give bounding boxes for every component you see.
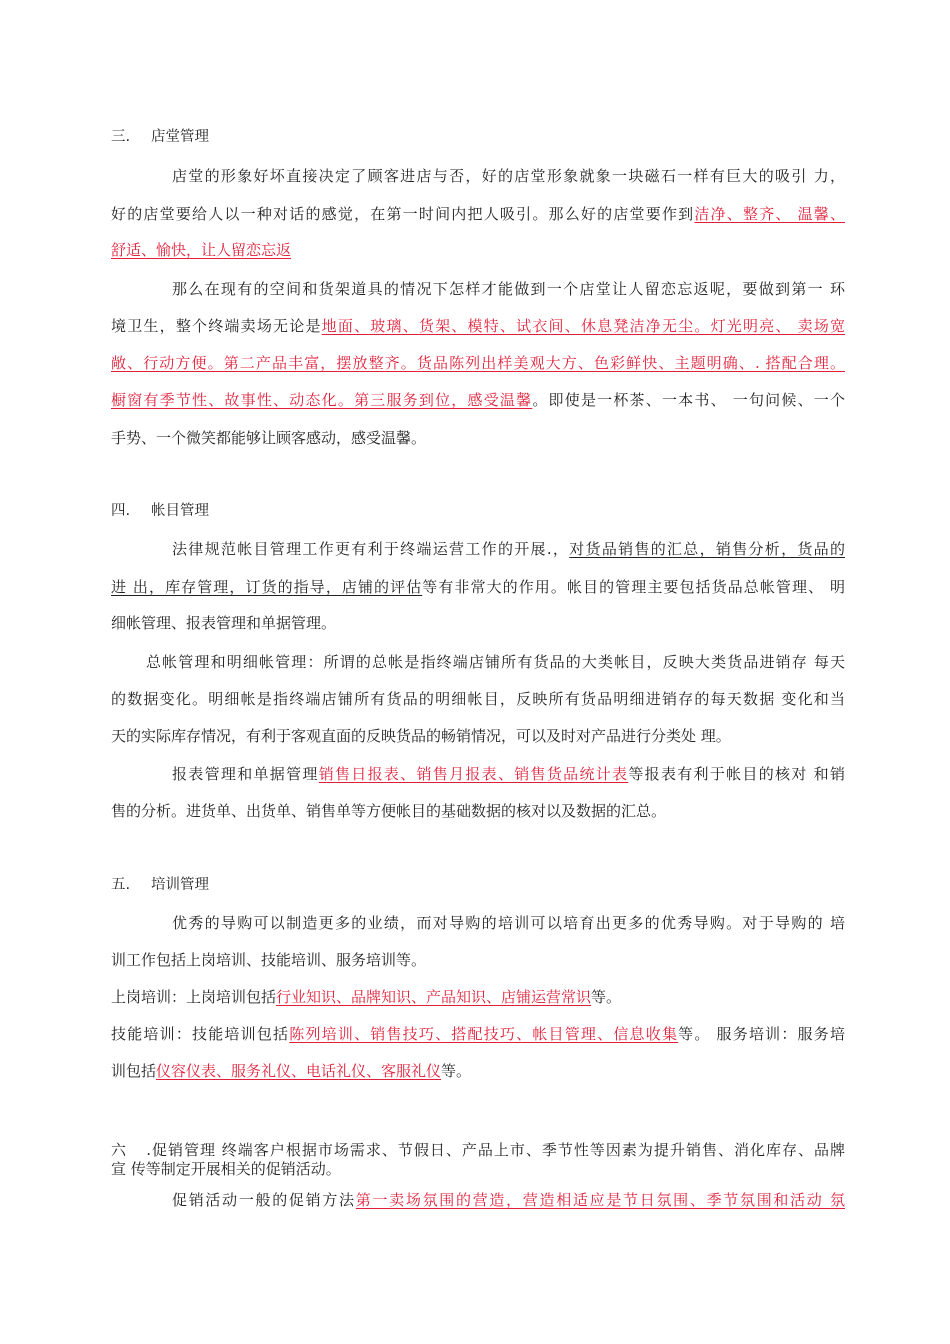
paragraph-line: 宣 传等制定开展相关的促销活动。 [111, 1160, 341, 1178]
paragraph-line [111, 353, 845, 373]
paragraph-line: 那么在现有的空间和货架道具的情况下怎样才能做到一个店堂让人留恋忘返呢，要做到第一 环 [172, 280, 845, 298]
section-heading-6: 六.促销管理 终端客户根据市场需求、节假日、产品上市、季节性等因素为提升销售、消化库存、品牌 [111, 1141, 845, 1159]
paragraph-line: 法律规范帐目管理工作更有利于终端运营工作的开展.，对货品销售的汇总，销售分析，货品的 [172, 540, 845, 558]
paragraph-line: 进 出，库存管理，订货的指导，店铺的评估等有非常大的作用。帐目的管理主要包括货品总帐管理、 明 [111, 578, 845, 596]
highlight-text: 销售日报表、销售月报表、销售货品统计表 [318, 765, 629, 783]
paragraph-line: 优秀的导购可以制造更多的业绩，而对导购的培训可以培育出更多的优秀导购。对于导购的 培 [172, 914, 845, 932]
paragraph-line: 总帐管理和明细帐管理：所谓的总帐是指终端店铺所有货品的大类帐目，反映大类货品进销存 每天 [146, 653, 845, 671]
paragraph-line: 报表管理和单据管理销售日报表、销售月报表、销售货品统计表等报表有利于帐目的核对 和销 [172, 765, 845, 783]
paragraph-line: 天的实际库存情况，有利于客观直面的反映货品的畅销情况，可以及时对产品进行分类处 理。 [111, 727, 731, 745]
underlined-text: 进 出，库存管理，订货的指导，店铺的评估 [111, 578, 423, 596]
paragraph-line: 训工作包括上岗培训、技能培训、服务培训等。 [111, 951, 427, 969]
paragraph-line: 手势、一个微笑都能够让顾客感动，感受温馨。 [111, 429, 427, 447]
section-heading-5: 五. 培训管理 [111, 877, 209, 893]
highlight-text: 橱窗有季节性、故事性、动态化。第三服务到位，感受温馨 [111, 391, 533, 409]
highlight-text: 陈列培训、销售技巧、搭配技巧、帐目管理、信息收集 [289, 1025, 679, 1043]
highlight-text: 地面、玻璃、货架、模特、试衣间、休息凳洁净无尘。灯光明亮、 卖场宽 [321, 317, 845, 335]
section-heading-4: 四. 帐目管理 [111, 503, 209, 519]
paragraph-line: 售的分析。进货单、出货单、销售单等方便帐目的基础数据的核对以及数据的汇总。 [111, 802, 667, 820]
paragraph-line: 训包括仪容仪表、服务礼仪、电话礼仪、客服礼仪等。 [111, 1062, 472, 1080]
highlight-text: 洁净、整齐、 温馨、 [694, 205, 845, 223]
highlight-text: 敞、行动方便。第二产品丰富，摆放整齐。货品陈列出样美观大方、色彩鲜快、主题明确、. 搭配合理。 [111, 354, 845, 372]
paragraph-line: 细帐管理、报表管理和单据管理。 [111, 614, 337, 632]
paragraph-line: 的数据变化。明细帐是指终端店铺所有货品的明细帐目，反映所有货品明细进销存的每天数据 变化和当 [111, 690, 845, 708]
highlight-text: 行业知识、品牌知识、产品知识、店铺运营常识 [276, 988, 592, 1006]
paragraph-line: 店堂的形象好坏直接决定了顾客进店与否，好的店堂形象就象一块磁石一样有巨大的吸引 力， [172, 167, 845, 185]
paragraph-line: 好的店堂要给人以一种对话的感觉，在第一时间内把人吸引。那么好的店堂要作到洁净、整齐、 温馨、 [111, 205, 845, 223]
paragraph-line: 上岗培训：上岗培训包括行业知识、品牌知识、产品知识、店铺运营常识等。 [111, 988, 622, 1006]
paragraph-line [111, 240, 845, 260]
paragraph-line: 境卫生，整个终端卖场无论是地面、玻璃、货架、模特、试衣间、休息凳洁净无尘。灯光明亮、 卖场宽 [111, 317, 845, 335]
underlined-text: 对货品销售的汇总，销售分析，货品的 [569, 540, 845, 558]
paragraph-line: 技能培训：技能培训包括陈列培训、销售技巧、搭配技巧、帐目管理、信息收集等。 服务培训：服务培 [111, 1025, 845, 1043]
paragraph-line: 橱窗有季节性、故事性、动态化。第三服务到位，感受温馨。即使是一杯茶、一本书、 一句问候、一个 [111, 391, 845, 409]
section-heading-3: 三. 店堂管理 [111, 129, 209, 145]
highlight-text: 第一卖场氛围的营造，营造相适应是节日氛围、季节氛围和活动 氛 [355, 1191, 845, 1209]
highlight-text: 仪容仪表、服务礼仪、电话礼仪、客服礼仪 [156, 1062, 442, 1080]
paragraph-line: 促销活动一般的促销方法第一卖场氛围的营造，营造相适应是节日氛围、季节氛围和活动 氛 [172, 1191, 845, 1209]
highlight-text: 舒适、愉快，让人留恋忘返 [111, 241, 292, 259]
